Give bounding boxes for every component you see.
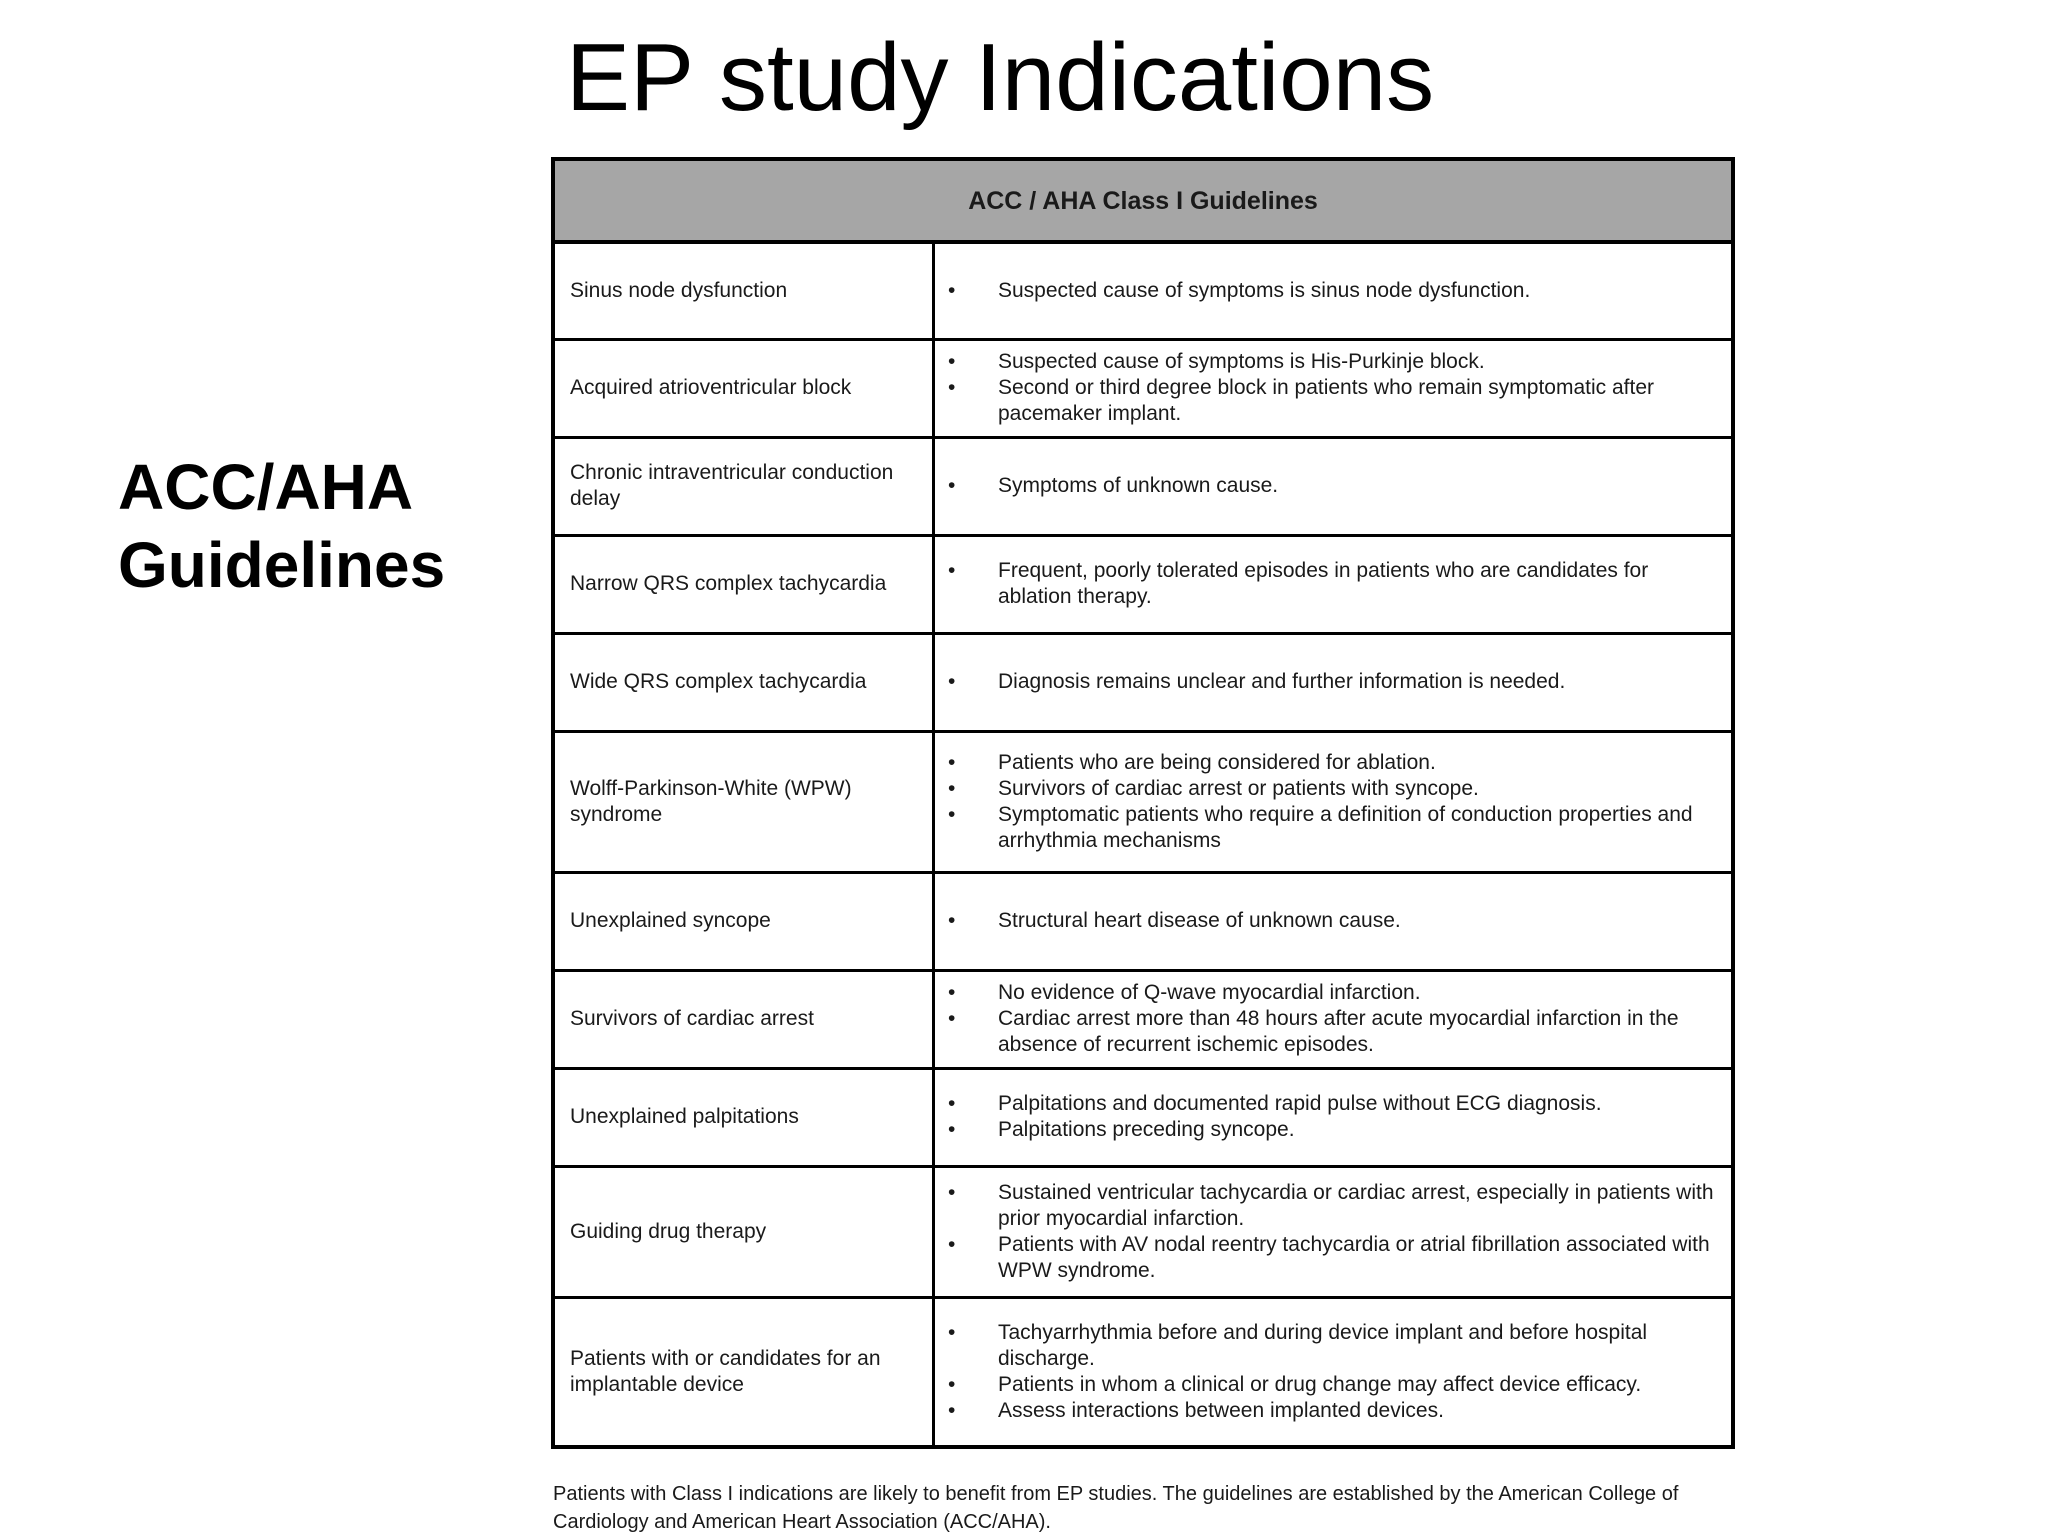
indications-list (948, 473, 1717, 499)
indication-item: • Symptomatic patients who require a definition of conduction properties and arrhythmia mechanisms (948, 802, 1717, 854)
indications-cell (934, 242, 1734, 339)
indications-list (948, 980, 1717, 1058)
indication-item: • Suspected cause of symptoms is His-Purkinje block. (948, 349, 1717, 375)
condition-cell: Patients with or candidates for an implantable device (553, 1297, 934, 1447)
indications-cell (934, 633, 1734, 731)
condition-cell: Wide QRS complex tachycardia (553, 633, 934, 731)
condition-cell: Survivors of cardiac arrest (553, 970, 934, 1068)
indication-item: • Suspected cause of symptoms is sinus node dysfunction. (948, 278, 1717, 304)
indications-list (948, 1091, 1717, 1143)
indications-list (948, 1320, 1717, 1424)
condition-cell: Wolff-Parkinson-White (WPW) syndrome (553, 731, 934, 872)
indication-item: • Survivors of cardiac arrest or patients with syncope. (948, 776, 1717, 802)
indications-cell (934, 872, 1734, 970)
indications-list (948, 908, 1717, 934)
indication-item: • Sustained ventricular tachycardia or cardiac arrest, especially in patients with prior myocardial infarction. (948, 1180, 1717, 1232)
side-heading (118, 448, 445, 604)
indications-list (948, 669, 1717, 695)
indications-list (948, 750, 1717, 854)
table-row (553, 535, 1733, 633)
indication-item: • Patients with AV nodal reentry tachycardia or atrial fibrillation associated with WPW syndrome. (948, 1232, 1717, 1284)
indication-item: • Palpitations and documented rapid pulse without ECG diagnosis. (948, 1091, 1717, 1117)
table-row (553, 242, 1733, 339)
table-row (553, 437, 1733, 535)
condition-cell: Unexplained syncope (553, 872, 934, 970)
condition-cell: Sinus node dysfunction (553, 242, 934, 339)
indication-item: • No evidence of Q-wave myocardial infarction. (948, 980, 1717, 1006)
indication-item: • Diagnosis remains unclear and further information is needed. (948, 669, 1717, 695)
table-header-row (553, 159, 1733, 242)
indications-cell (934, 437, 1734, 535)
condition-cell: Guiding drug therapy (553, 1166, 934, 1297)
indication-item: • Tachyarrhythmia before and during device implant and before hospital discharge. (948, 1320, 1717, 1372)
table-row (553, 731, 1733, 872)
indication-item: • Structural heart disease of unknown cause. (948, 908, 1717, 934)
indication-item: • Second or third degree block in patients who remain symptomatic after pacemaker implant. (948, 375, 1717, 427)
indications-cell (934, 1068, 1734, 1166)
side-heading-line-2: Guidelines (118, 529, 446, 601)
indications-list (948, 558, 1717, 610)
condition-cell: Chronic intraventricular conduction delay (553, 437, 934, 535)
indications-cell (934, 1297, 1734, 1447)
indications-cell (934, 339, 1734, 437)
indication-item: • Palpitations preceding syncope. (948, 1117, 1717, 1143)
indication-item: • Symptoms of unknown cause. (948, 473, 1717, 499)
indications-cell (934, 1166, 1734, 1297)
condition-cell: Narrow QRS complex tachycardia (553, 535, 934, 633)
condition-cell: Acquired atrioventricular block (553, 339, 934, 437)
table-row (553, 1297, 1733, 1447)
indication-item: • Assess interactions between implanted devices. (948, 1398, 1717, 1424)
table-row (553, 970, 1733, 1068)
indication-item: • Patients in whom a clinical or drug change may affect device efficacy. (948, 1372, 1717, 1398)
indication-item: • Frequent, poorly tolerated episodes in patients who are candidates for ablation therapy. (948, 558, 1717, 610)
indications-cell (934, 535, 1734, 633)
table-header: ACC / AHA Class I Guidelines (553, 159, 1733, 242)
indication-item: • Cardiac arrest more than 48 hours after acute myocardial infarction in the absence of recurrent ischemic episodes. (948, 1006, 1717, 1058)
guidelines-table (551, 157, 1735, 1449)
table-row (553, 1166, 1733, 1297)
table-row (553, 633, 1733, 731)
indications-list (948, 278, 1717, 304)
indications-list (948, 1180, 1717, 1284)
indications-cell (934, 970, 1734, 1068)
condition-cell: Unexplained palpitations (553, 1068, 934, 1166)
table-row (553, 872, 1733, 970)
indication-item: • Patients who are being considered for ablation. (948, 750, 1717, 776)
indications-cell (934, 731, 1734, 872)
slide-title: EP study Indications (566, 24, 1435, 131)
side-heading-line-1: ACC/AHA (118, 451, 414, 523)
table-body (553, 242, 1733, 1447)
indications-list (948, 349, 1717, 427)
table-row (553, 339, 1733, 437)
table-row (553, 1068, 1733, 1166)
footnote: Patients with Class I indications are likely to benefit from EP studies. The guidelines are established by the American College of Cardiology and American Heart Association (ACC/AHA). (553, 1483, 1679, 1533)
